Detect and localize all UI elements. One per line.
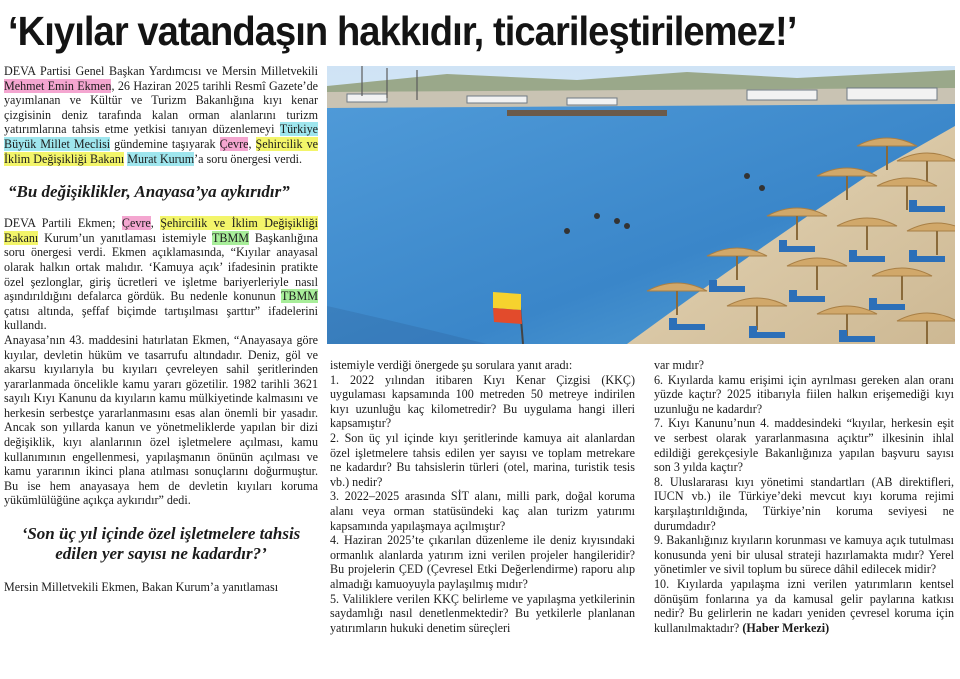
text-run: Başkanlığına soru önergesi verdi. Ekmen açıklamasında, “Kıyılar anayasal olarak halkın ortak malıdır. ‘Kamuya açık’ ifadesinin pratikte özel şezlonglar, giriş ücretleri ve işletme bariyerleriyle nasıl aşındırıldığını defalarca gördük. Bu nedenle konunun xyxy=(4,230,318,304)
paragraph-article-43: Anayasa’nın 43. maddesini hatırlatan Ekmen, “Anayasaya göre kıyılar, devletin hüküm ve tasarrufu altındadır. Deniz, göl ve akarsu kıyılarıyla bu kıyıları çevreleyen sahil şeritlerinden yararlanmada öncelikle kamu yararı gözetilir. 1982 tarihli 3621 sayılı Kıyı Kanunu da kıyıların kamu mülkiyetinde kalmasını ve herkesin serbestçe yararlanmasını esas alan önemli bir yasadır. Ancak son yıllarda kanun ve yönetmeliklerde yapılan bir dizi değişiklik, kıyı alanlarının özel işletmelere açılması, kamu kullanımının engellenmesi, yapılaşmanın önünün açılması ve kamu yararının ikinci plana atılması sonuçlarını doğurmuştur. Bu ise hem anayasaya hem de devletin kıyıları koruma yükümlülüğüne açıkça aykırıdır” dedi. xyxy=(4,332,318,508)
paragraph-ekmen-statement xyxy=(4,216,318,333)
question-item: 9. Bakanlığınız kıyıların korunması ve kamuya açık tutulması konusunda yeni bir ulusal strateji hazırlamakta mıdır? Yerel yönetimler ve sivil toplum bu sürece dâhil edilecek midir? xyxy=(654,533,954,577)
highlighted-term: Şehircilik ve İklim Değişikliği Bakanı xyxy=(4,216,319,245)
question-item: 5. Valiliklere verilen KKÇ belirleme ve yapılaşma yetkilerinin saydamlığı nasıl denetlenmektedir? Bu yetkilerle planlanan yatırımların hukuki denetim süreçleri xyxy=(330,591,635,635)
headline: ‘Kıyılar vatandaşın hakkıdır, ticarileştirilemez!’ xyxy=(8,8,797,54)
highlighted-term: Çevre xyxy=(121,216,151,231)
text-run: DEVA Partili Ekmen; xyxy=(4,216,122,231)
text-run: , xyxy=(248,136,256,151)
question-item-last: 10. Kıyılarda yapılaşma izni verilen yatırımların kentsel dönüşüm fonlarına ya da kamusal gelir paylarına katkısı nedir? Bu gelirlerin ne kadarı yeniden çevresel koruma için kullanılmaktadır? (Haber Merkezi) xyxy=(654,576,954,635)
highlighted-term: Murat Kurum xyxy=(127,151,195,166)
paragraph-intro xyxy=(4,64,318,166)
subheading-constitution: “Bu değişiklikler, Anayasa’ya aykırıdır” xyxy=(8,182,290,202)
text-run: , xyxy=(150,216,161,231)
highlighted-term: TBMM xyxy=(281,289,318,304)
beach-photo xyxy=(327,66,955,344)
right-column xyxy=(654,358,954,676)
question-item: var mıdır? xyxy=(654,358,705,372)
paragraph-questions-lead: Mersin Milletvekili Ekmen, Bakan Kurum’a yanıtlaması xyxy=(4,580,279,595)
question-item: 1. 2022 yılından itibaren Kıyı Kenar Çizgisi (KKÇ) uygulaması kapsamında 100 metreden 50 metreye indirilen kıyı uzunluğu kaç kilometredir? Bu uygulama hangi illeri kapsamıştır? xyxy=(330,372,635,431)
subheading-allocations: ‘Son üç yıl içinde özel işletmelere tahsis edilen yer sayısı ne kadardır?’ xyxy=(21,524,301,564)
byline: (Haber Merkezi) xyxy=(742,620,830,635)
question-item: 3. 2022–2025 arasında SİT alanı, milli park, doğal koruma alanı veya orman statüsündeki kaç alan turizm yatırımı kapsamında yapılaşmaya açılmıştır? xyxy=(330,489,635,533)
beach-photo-illustration xyxy=(327,66,955,344)
text-run: ’a soru önergesi verdi. xyxy=(194,151,303,166)
highlighted-term: Mehmet Emin Ekmen xyxy=(4,78,112,93)
highlighted-term: Türkiye Büyük Millet Meclisi xyxy=(4,122,318,151)
highlighted-term: Çevre xyxy=(219,136,249,151)
questions-intro: istemiyle verdiği önergede şu sorulara yanıt aradı: xyxy=(330,358,573,372)
highlighted-term: TBMM xyxy=(212,230,249,245)
question-item: 4. Haziran 2025’te çıkarılan düzenleme ile deniz kıyısındaki ormanlık alanlarda yatırım izni verilen projeler hangileridir? Bu projelerin ÇED (Çevresel Etki Değerlendirme) raporu alıp almadığı kamuoyuyla paylaşılmış mıdır? xyxy=(330,533,635,591)
text-run: çatısı altında, şeffaf biçimde tartışılması şarttır” ifadelerini kullandı. xyxy=(4,303,318,333)
question-item: 2. Son üç yıl içinde kıyı şeritlerinde kamuya ait alanlardan özel işletmelere tahsis edilen yer sayısı ve toplam metrekare ne kadardır? Bu tahsislerin türleri (otel, marina, turistik tesis vb.) nedir? xyxy=(330,430,635,489)
text-run: Kurum’un yanıtlaması istemiyle xyxy=(38,230,212,245)
text-run: gündemine taşıyarak xyxy=(110,136,220,151)
highlighted-term: Şehircilik ve İklim Değişikliği Bakanı xyxy=(4,136,318,166)
text-run: , 26 Haziran 2025 tarihli Resmî Gazete’de yayımlanan ve Kültür ve Turizm Bakanlığına kıyı kenar çizgisinin deniz tarafında kalan orman alanlarını turizm yatırımlarına tahsis etme yetkisi tanıyan düzenlemeyi xyxy=(4,78,319,137)
question-item: 7. Kıyı Kanunu’nun 4. maddesindeki “kıyılar, herkesin eşit ve serbest olarak yararlanmasına açıktır” ilkesinin ihlal edildiği gerekçesiyle Bakanlığınıza yapılan başvuru sayısı son 3 yılda kaçtır? xyxy=(654,416,954,475)
question-item: 8. Uluslararası kıyı yönetimi standartları (AB direktifleri, IUCN vb.) ile Türkiye’deki mevcut kıyı koruma rejimi karşılaştırıldığında, Türkiye’nin koruma seviyesi ne durumdadır? xyxy=(654,474,954,533)
text-run: DEVA Partisi Genel Başkan Yardımcısı ve Mersin Milletvekili xyxy=(4,64,318,78)
middle-column xyxy=(330,358,635,676)
left-column xyxy=(4,64,318,676)
question-item: 6. Kıyılarda kamu erişimi için ayrılması gereken alan oranı yüzde kaçtır? 2025 itibarıyla fiilen halkın erişemediği kıyı uzunluğu ne kadardır? xyxy=(654,372,954,416)
